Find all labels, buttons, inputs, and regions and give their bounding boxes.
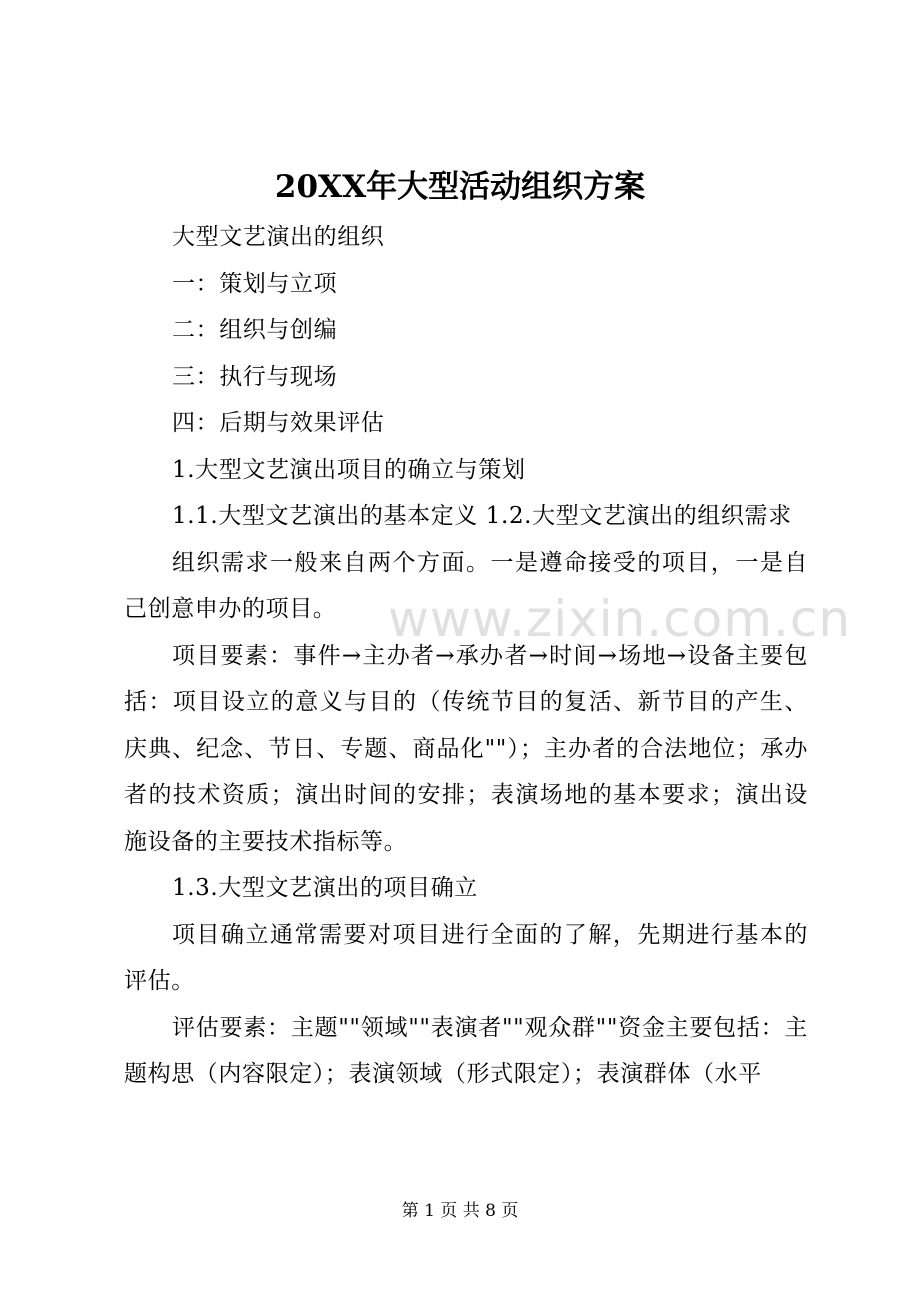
page-footer: 第 1 页 共 8 页 bbox=[401, 1201, 519, 1221]
document-title: 20XX年大型活动组织方案 bbox=[274, 169, 646, 205]
paragraph: 三：执行与现场 bbox=[172, 363, 338, 390]
paragraph: 组织需求一般来自两个方面。一是遵命接受的项目，一是自己创意申办的项目。 bbox=[124, 549, 808, 622]
document-body bbox=[124, 214, 808, 1098]
paragraph: 项目确立通常需要对项目进行全面的了解，先期进行基本的评估。 bbox=[124, 921, 808, 994]
paragraph: 大型文艺演出的组织 bbox=[172, 224, 385, 250]
paragraph: 二：组织与创编 bbox=[172, 317, 338, 343]
paragraph: 一：策划与立项 bbox=[172, 270, 338, 297]
paragraph: 1.3.大型文艺演出的项目确立 bbox=[172, 875, 478, 901]
watermark: www.zixin.com.cn bbox=[388, 590, 852, 648]
paragraph: 1.大型文艺演出项目的确立与策划 bbox=[172, 456, 526, 483]
paragraph: 项目要素：事件→主办者→承办者→时间→场地→设备主要包括：项目设立的意义与目的（传统节目的复活、新节目的产生、庆典、纪念、节日、专题、商品化""）；主办者的合法地位；承办者的技术资质；演出时间的安排；表演场地的基本要求；演出设施设备的主要技术指标等。 bbox=[124, 642, 808, 855]
paragraph: 1.1.大型文艺演出的基本定义 1.2.大型文艺演出的组织需求 bbox=[172, 503, 792, 529]
paragraph: 评估要素：主题""领域""表演者""观众群""资金主要包括：主题构思（内容限定）；表演领域（形式限定）；表演群体（水平 bbox=[124, 1014, 808, 1087]
paragraph: 四：后期与效果评估 bbox=[172, 410, 385, 436]
